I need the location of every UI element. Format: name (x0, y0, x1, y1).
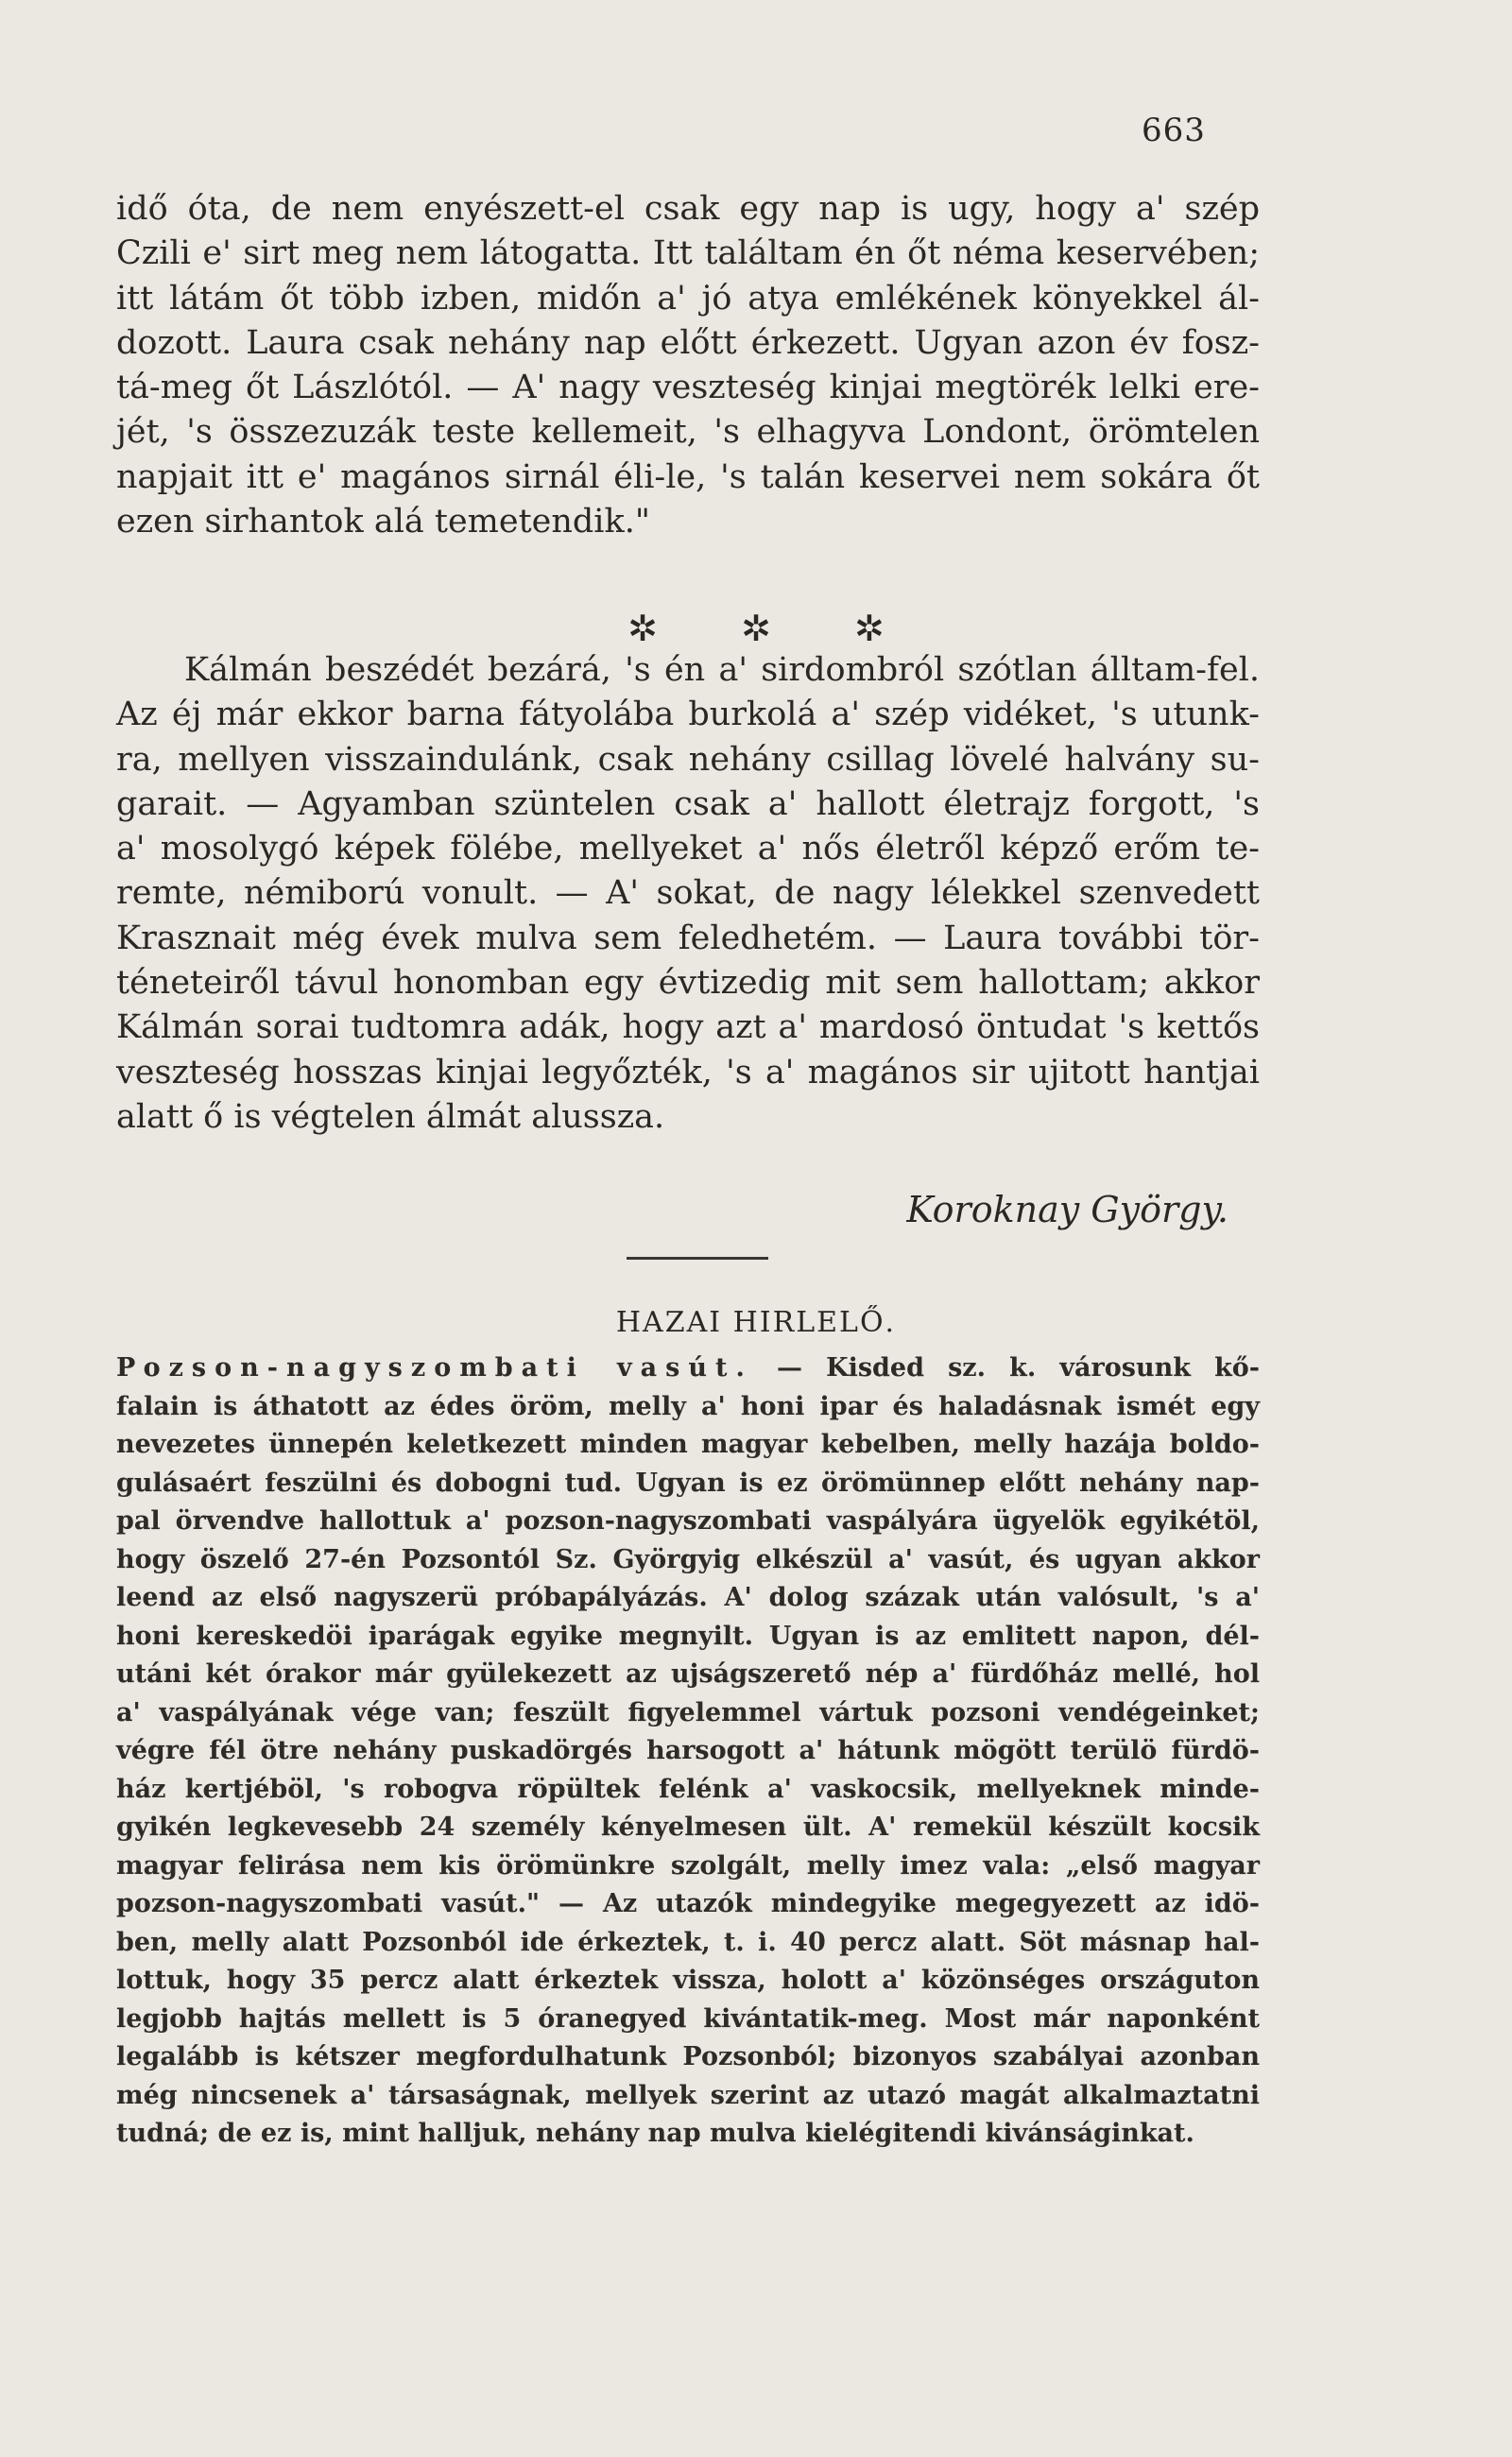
asterism-separator: ✲ ✲ ✲ (627, 608, 920, 649)
section-title: HAZAI HIRLELŐ. (615, 1306, 897, 1339)
news-headline: Pozson-nagyszombati vasút. (116, 1353, 753, 1383)
paragraph-1 (116, 187, 1260, 544)
paragraph-2 (116, 648, 1260, 1140)
text-line: Kálmán beszédét bezárá, 's én a' sirdombról szótlan álltam-fel. (184, 651, 1260, 689)
text-line: végre fél ötre nehány puskadörgés harsogott a' hátunk mögött terülö fürdö- (116, 1736, 1260, 1765)
text-line: magyar felirása nem kis örömünkre szolgált, melly imez vala: „első magyar (116, 1850, 1260, 1881)
text-line: dozott. Laura csak nehány nap előtt érkezett. Ugyan azon év fosz- (116, 323, 1260, 362)
text-line: veszteség hosszas kinjai legyőzték, 's a' magános sir ujitott hantjai (116, 1053, 1260, 1091)
text-line: ra, mellyen visszaindulánk, csak nehány csillag lövelé halvány su- (116, 740, 1260, 779)
news-article (116, 1349, 1260, 2154)
text-line: leend az első nagyszerü próbapályázás. A' dolog százak után valósult, 's a' (116, 1583, 1260, 1612)
text-line: ben, melly alatt Pozsonból ide érkeztek, t. i. 40 percz alatt. Söt másnap hal- (116, 1927, 1260, 1957)
text-line: hogy öszelő 27-én Pozsontól Sz. Györgyig elkészül a' vasút, és ugyan akkor (116, 1544, 1260, 1574)
text-line: itt látám őt több izben, midőn a' jó atya emlékének könyekkel ál- (116, 279, 1260, 318)
text-line: tá-meg őt Lászlótól. — A' nagy veszteség kinjai megtörék lelki ere- (116, 369, 1260, 407)
text-line: nevezetes ünnepén keletkezett minden magyar kebelben, melly hazája boldo- (116, 1430, 1260, 1459)
text-line: a' mosolygó képek fölébe, mellyeket a' nős életről képző erőm te- (116, 830, 1260, 868)
text-line: napjait itt e' magános sirnál éli-le, 's talán keservei nem sokára őt (116, 457, 1260, 496)
text-line: Az éj már ekkor barna fátyolába burkolá a' szép vidéket, 's utunk- (116, 696, 1260, 734)
text-line: ház kertjéböl, 's robogva röpültek felénk a' vaskocsik, mellyeknek minde- (116, 1774, 1260, 1804)
author-signature: Koroknay György. (906, 1189, 1228, 1230)
text-line: téneteiről távul honomban egy évtizedig mit sem hallottam; akkor (116, 964, 1260, 1003)
text-line: remte, némiború vonult. — A' sokat, de nagy lélekkel szenvedett (116, 874, 1260, 913)
text-line: Czili e' sirt meg nem látogatta. Itt találtam én őt néma keservében; (116, 234, 1260, 273)
text-line: honi kereskedöi iparágak egyike megnyilt. Ugyan is az emlitett napon, dél- (116, 1621, 1260, 1651)
text-line: alatt ő is végtelen álmát alussza. (116, 1097, 665, 1136)
news-line-text: — Kisded sz. k. városunk kő- (752, 1353, 1260, 1383)
text-line (116, 1349, 1260, 1388)
text-line: lottuk, hogy 35 percz alatt érkeztek vissza, holott a' közönséges országuton (116, 1966, 1260, 1995)
text-line: ezen sirhantok alá temetendik." (116, 503, 650, 541)
text-line: legalább is kétszer megfordulhatunk Pozsonból; bizonyos szabályai azonban (116, 2042, 1260, 2071)
text-line: legjobb hajtás mellett is 5 óranegyed kivántatik-meg. Most már naponként (116, 2003, 1260, 2034)
text-line: idő óta, de nem enyészett-el csak egy nap is ugy, hogy a' szép (116, 190, 1260, 228)
text-line: utáni két órakor már gyülekezett az ujságszerető nép a' fürdőház mellé, hol (116, 1659, 1260, 1689)
text-line: falain is áthatott az édes öröm, melly a' honi ipar és haladásnak ismét egy (116, 1391, 1260, 1421)
text-line: jét, 's összezuzák teste kellemeit, 's elhagyva Londont, örömtelen (116, 413, 1260, 452)
text-line: gyikén legkevesebb 24 személy kényelmesen ült. A' remekül készült kocsik (116, 1813, 1260, 1842)
text-line: pozson-nagyszombati vasút." — Az utazók mindegyike megegyezett az idö- (116, 1889, 1260, 1918)
text-line: tudná; de ez is, mint halljuk, nehány nap mulva kielégitendi kivánságinkat. (116, 2119, 1194, 2148)
divider-rule (627, 1257, 768, 1260)
text-line: gulásaért feszülni és dobogni tud. Ugyan is ez örömünnep előtt nehány nap- (116, 1468, 1260, 1498)
text-line: Kálmán sorai tudtomra adák, hogy azt a' mardosó öntudat 's kettős (116, 1008, 1260, 1047)
text-line: garait. — Agyamban szüntelen csak a' hallott életrajz forgott, 's (116, 784, 1260, 823)
text-line: Krasznait még évek mulva sem feledhetém. — Laura további tör- (116, 919, 1260, 957)
text-line: pal örvendve hallottuk a' pozson-nagyszombati vaspályára ügyelök egyikétöl, (116, 1506, 1260, 1536)
text-line: a' vaspályának vége van; feszült figyelemmel vártuk pozsoni vendégeinket; (116, 1697, 1260, 1727)
page-number: 663 (1142, 112, 1206, 149)
text-line: még nincsenek a' társaságnak, mellyek szerint az utazó magát alkalmaztatni (116, 2080, 1260, 2110)
